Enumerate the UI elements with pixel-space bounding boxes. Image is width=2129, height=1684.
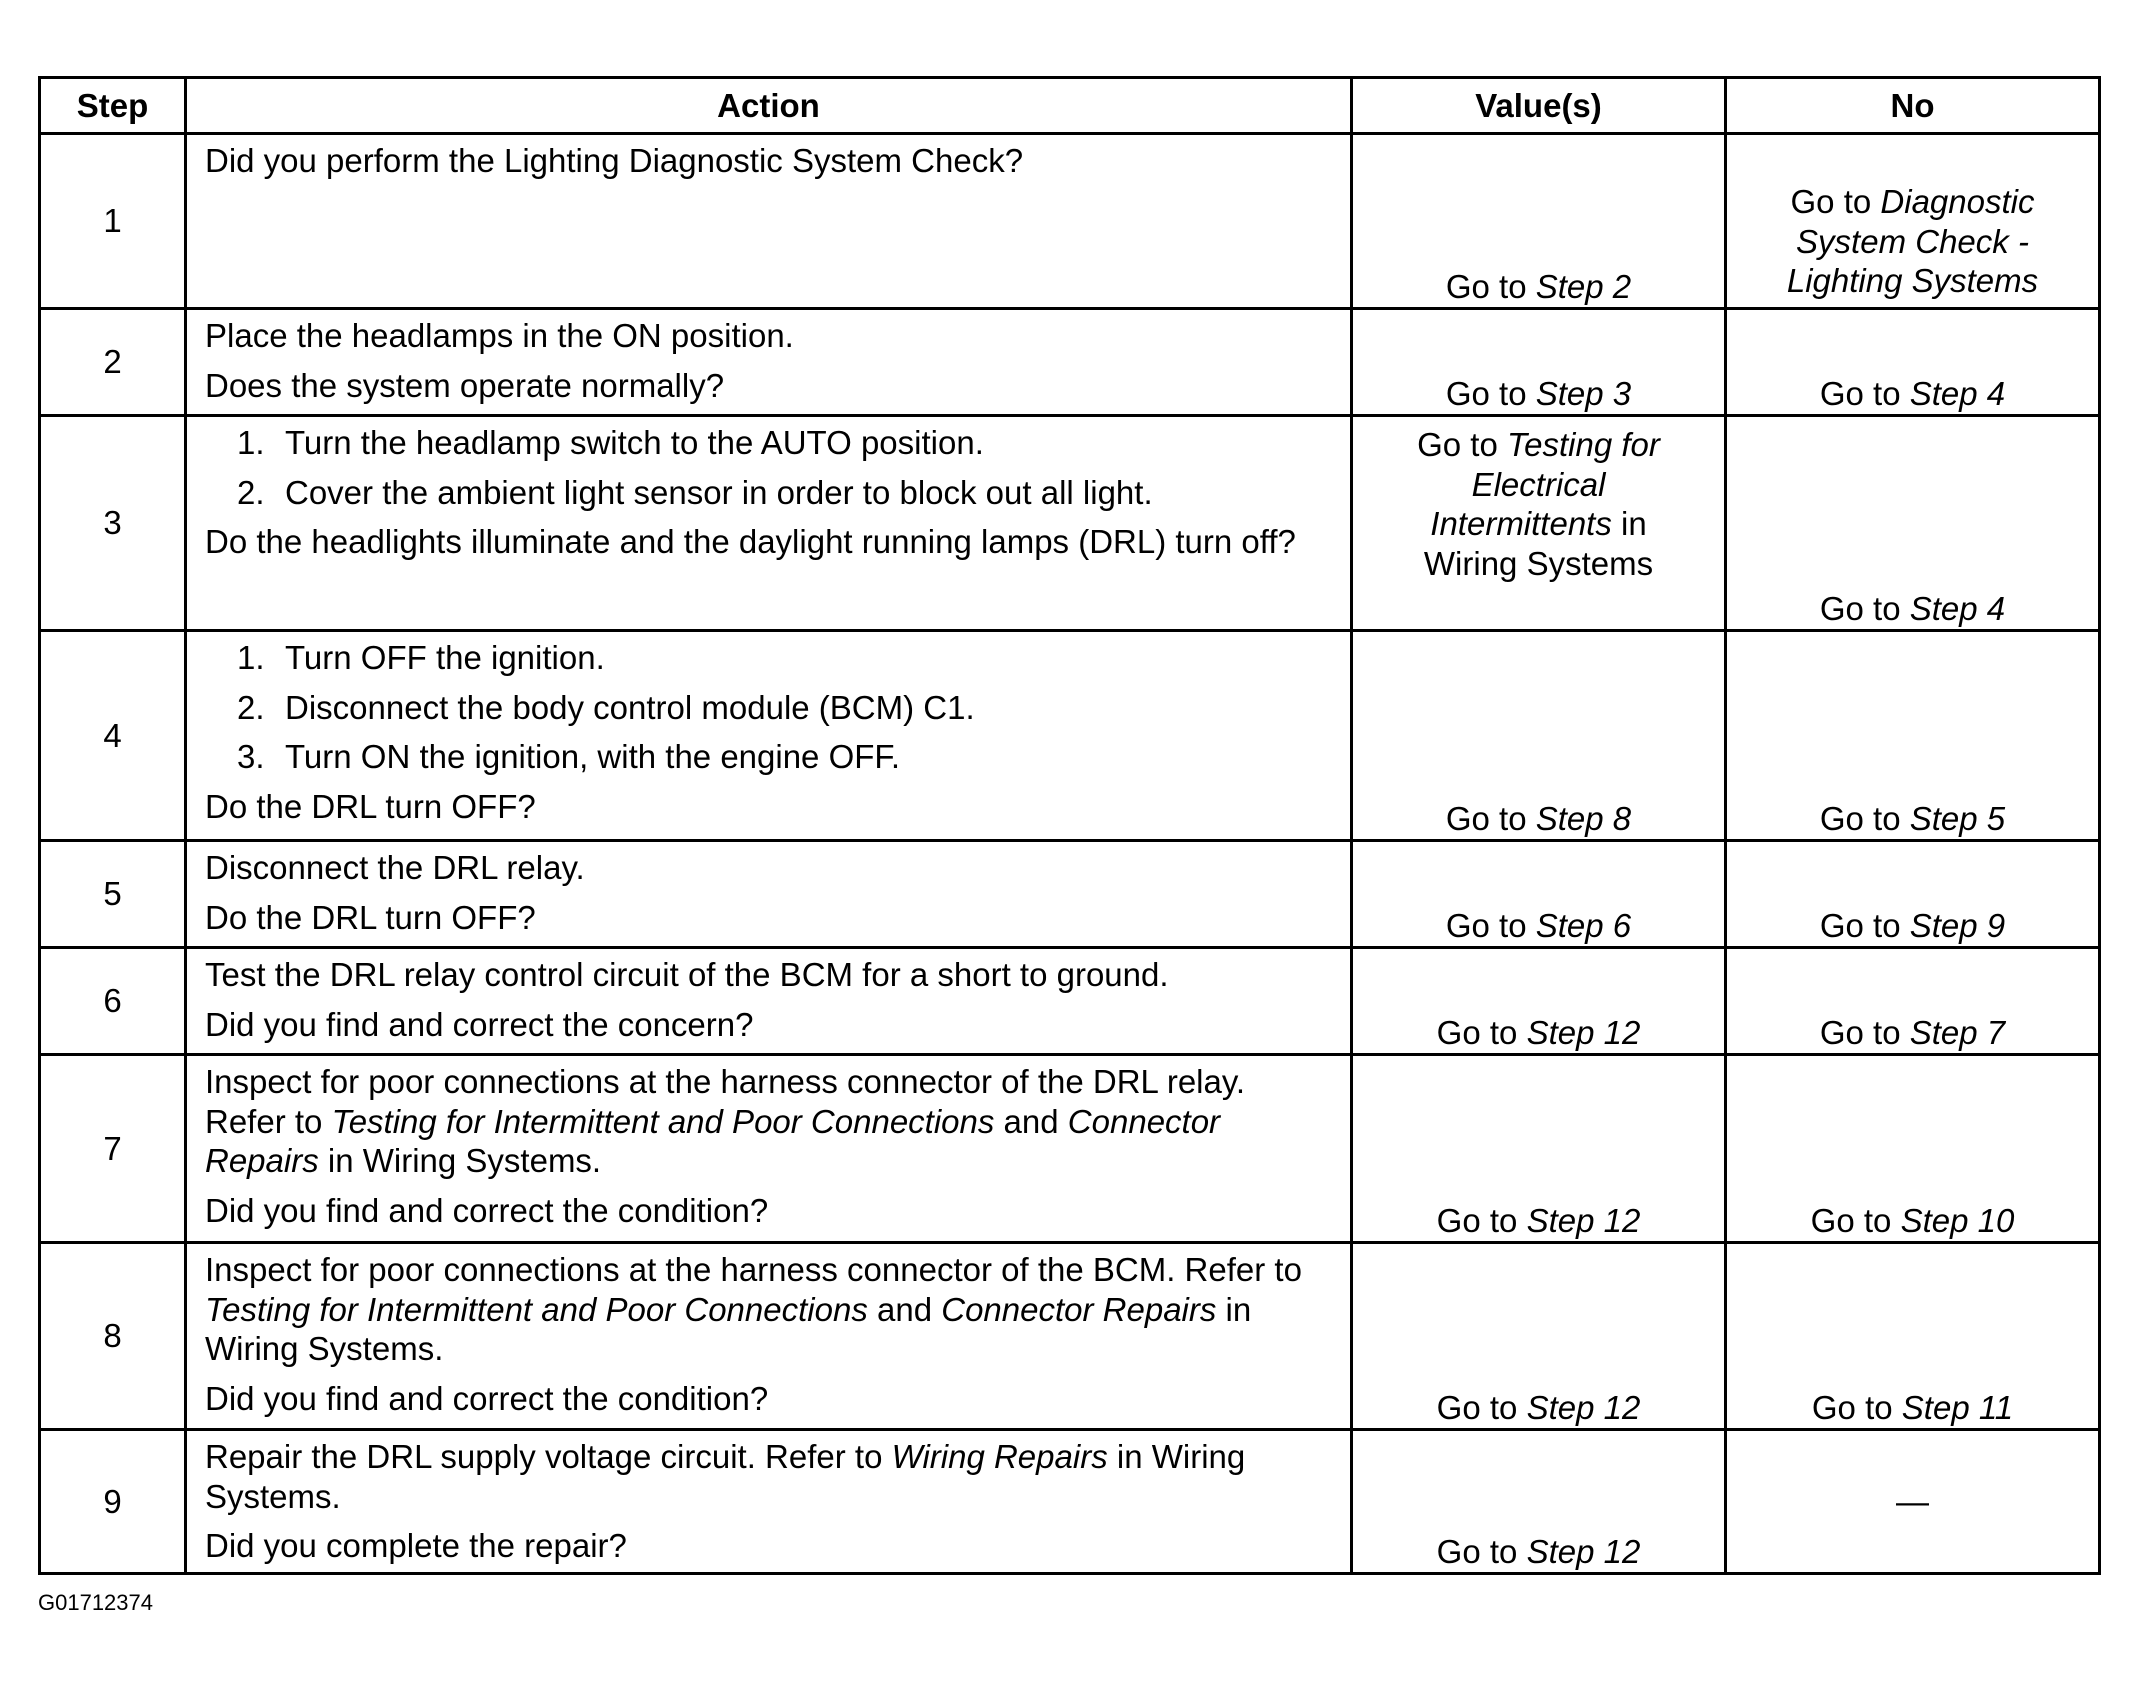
value-pre: Go to [1445, 375, 1536, 413]
table-row [40, 309, 2100, 416]
value-pre: Go to [1445, 268, 1536, 306]
value-pre: Go to [1445, 907, 1536, 945]
header-action: Action [186, 78, 1352, 134]
action-cell [186, 1055, 1352, 1243]
no-link[interactable]: Step 5 [1909, 800, 2006, 838]
no-cell [1726, 1430, 2100, 1574]
action-text: Test the DRL relay control circuit of the BCM for a short to ground. [205, 956, 1169, 993]
no-link[interactable]: Step 7 [1909, 1014, 2006, 1052]
value-link[interactable]: Step 12 [1526, 1202, 1641, 1240]
table-row [40, 1055, 2100, 1243]
header-step: Step [40, 78, 186, 134]
value-cell [1352, 1430, 1726, 1574]
value-post: in Wiring Systems [1423, 505, 1654, 582]
doc-link[interactable]: Wiring Repairs [891, 1438, 1108, 1475]
value-cell [1352, 841, 1726, 948]
value-pre: Go to [1417, 426, 1507, 463]
action-text: Place the headlamps in the ON position. [205, 317, 794, 354]
step-number: 4 [40, 631, 186, 841]
value-cell [1352, 1055, 1726, 1243]
no-link[interactable]: Step 10 [1900, 1202, 2015, 1240]
value-cell [1352, 631, 1726, 841]
action-cell [186, 948, 1352, 1055]
step-number: 9 [40, 1430, 186, 1574]
action-question: Did you find and correct the concern? [205, 1005, 754, 1043]
numbered-step: 2. Disconnect the body control module (BCM) C1. [237, 688, 975, 726]
action-refer-text: Inspect for poor connections at the harness connector of the DRL relay. Refer to Testing for Intermittent and Poor Connections and Connector Repairs in Wiring Systems. [205, 1063, 1246, 1180]
doc-link[interactable]: Connector Repairs [205, 1102, 1221, 1180]
header-values: Value(s) [1352, 78, 1726, 134]
step-number: 6 [40, 948, 186, 1055]
action-refer-text: Inspect for poor connections at the harness connector of the BCM. Refer to Testing for Intermittent and Poor Connections and Connector Repairs in Wiring Systems. [205, 1251, 1302, 1368]
no-cell [1726, 1243, 2100, 1430]
no-link[interactable]: Step 9 [1909, 907, 2006, 945]
table-row [40, 1243, 2100, 1430]
value-link[interactable]: Step 2 [1535, 268, 1632, 306]
value-cell [1352, 1243, 1726, 1430]
figure-id: G01712374 [38, 1590, 153, 1615]
value-link[interactable]: Testing for Electrical Intermittents [1430, 426, 1660, 543]
no-pre: Go to [1819, 375, 1910, 413]
no-link[interactable]: Step 11 [1901, 1389, 2014, 1427]
action-cell [186, 1430, 1352, 1574]
numbered-step: 2. Cover the ambient light sensor in order to block out all light. [237, 473, 1153, 511]
no-pre: Go to [1811, 1389, 1902, 1427]
table-row [40, 416, 2100, 631]
value-link[interactable]: Step 12 [1526, 1014, 1641, 1052]
step-number: 1 [40, 134, 186, 309]
no-cell [1726, 309, 2100, 416]
action-question: Do the DRL turn OFF? [205, 898, 536, 936]
value-cell [1352, 134, 1726, 309]
table-header-row [40, 78, 2100, 134]
table-row [40, 134, 2100, 309]
action-cell [186, 134, 1352, 309]
no-pre: Go to [1810, 1202, 1901, 1240]
action-cell [186, 309, 1352, 416]
value-pre: Go to [1445, 800, 1536, 838]
step-number: 3 [40, 416, 186, 631]
value-link[interactable]: Step 3 [1535, 375, 1632, 413]
no-cell [1726, 1055, 2100, 1243]
doc-link[interactable]: Testing for Intermittent and Poor Connections [331, 1102, 995, 1140]
value-link[interactable]: Step 8 [1535, 800, 1632, 838]
table-row [40, 631, 2100, 841]
action-question: Does the system operate normally? [205, 366, 725, 404]
action-question: Did you find and correct the condition? [205, 1191, 769, 1229]
value-pre: Go to [1436, 1202, 1527, 1240]
value-cell [1352, 948, 1726, 1055]
value-link[interactable]: Step 6 [1535, 907, 1632, 945]
diagnostic-table [38, 76, 2101, 1575]
value-pre: Go to [1436, 1533, 1527, 1571]
no-pre: Go to [1819, 907, 1910, 945]
numbered-step: 1. Turn the headlamp switch to the AUTO position. [237, 424, 984, 461]
value-pre: Go to [1436, 1014, 1527, 1052]
action-cell [186, 1243, 1352, 1430]
doc-link[interactable]: Testing for Intermittent and Poor Connections [205, 1290, 868, 1328]
action-text: Disconnect the DRL relay. [205, 849, 585, 886]
action-cell [186, 631, 1352, 841]
value-link[interactable]: Step 12 [1526, 1533, 1641, 1571]
no-cell [1726, 134, 2100, 309]
table-row [40, 948, 2100, 1055]
action-cell [186, 841, 1352, 948]
value-link[interactable]: Step 12 [1526, 1389, 1641, 1427]
no-cell [1726, 948, 2100, 1055]
no-cell [1726, 416, 2100, 631]
header-no: No [1726, 78, 2100, 134]
action-cell [186, 416, 1352, 631]
step-number: 8 [40, 1243, 186, 1430]
no-pre: Go to [1819, 1014, 1910, 1052]
step-number: 2 [40, 309, 186, 416]
no-cell [1726, 631, 2100, 841]
action-question: Do the headlights illuminate and the daylight running lamps (DRL) turn off? [205, 523, 1296, 561]
value-pre: Go to [1436, 1389, 1527, 1427]
value-cell [1352, 416, 1726, 631]
action-text: Did you perform the Lighting Diagnostic System Check? [205, 142, 1024, 179]
action-question: Did you find and correct the condition? [205, 1379, 769, 1417]
action-refer-text: Repair the DRL supply voltage circuit. Refer to Wiring Repairs in Wiring Systems. [205, 1438, 1246, 1515]
action-question: Do the DRL turn OFF? [205, 787, 536, 825]
step-number: 7 [40, 1055, 186, 1243]
numbered-step: 3. Turn ON the ignition, with the engine OFF. [237, 738, 901, 776]
no-pre: Go to [1819, 590, 1910, 628]
table-row [40, 841, 2100, 948]
no-link[interactable]: Step 4 [1909, 375, 2006, 413]
numbered-step: 1. Turn OFF the ignition. [237, 639, 605, 676]
no-dash: — [1896, 1482, 1929, 1520]
action-question: Did you complete the repair? [205, 1527, 627, 1565]
table-row [40, 1430, 2100, 1574]
value-cell [1352, 309, 1726, 416]
no-cell [1726, 841, 2100, 948]
step-number: 5 [40, 841, 186, 948]
no-pre: Go to [1790, 183, 1881, 221]
no-link[interactable]: Step 4 [1909, 590, 2006, 628]
no-link[interactable]: Diagnostic System Check - Lighting Systems [1786, 183, 2039, 300]
no-pre: Go to [1819, 800, 1910, 838]
doc-link[interactable]: Connector Repairs [941, 1290, 1217, 1328]
